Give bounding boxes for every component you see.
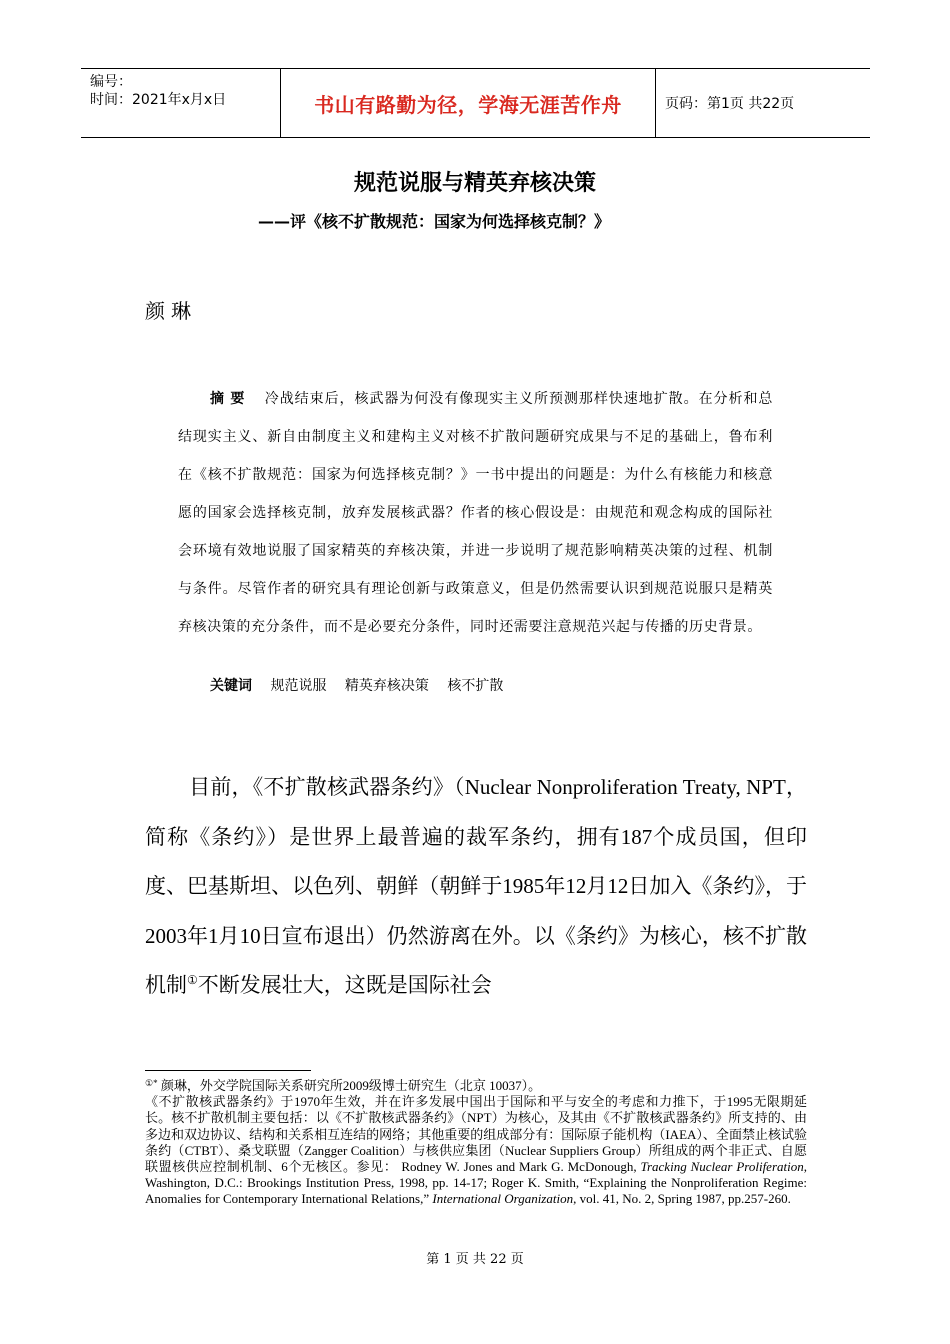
keywords bbox=[210, 675, 517, 695]
footnote-2-text-end: , vol. 41, No. 2, Spring 1987, pp.257-260. bbox=[573, 1191, 791, 1207]
keywords-label: 关键词 bbox=[210, 678, 252, 694]
page-footer: 第 1 页 共 22 页 bbox=[426, 1252, 524, 1267]
document-subtitle: ——评《核不扩散规范：国家为何选择核克制？》 bbox=[258, 212, 611, 231]
body-text-part2: 不断发展壮大，这既是国际社会 bbox=[197, 973, 492, 997]
header-motto: 书山有路勤为径，学海无涯苦作舟 bbox=[281, 69, 656, 137]
footnote-reference[interactable]: ① bbox=[187, 973, 198, 987]
footnote-2-book-title: Tracking Nuclear Proliferation bbox=[640, 1159, 804, 1175]
abstract bbox=[178, 380, 773, 646]
header-number-label: 编号： bbox=[90, 74, 132, 90]
footnote-1-text: 颜琳，外交学院国际关系研究所2009级博士研究生（北京 10037）。 bbox=[157, 1078, 542, 1093]
keyword-item: 核不扩散 bbox=[447, 678, 504, 694]
header-page-info: 页码：第1页 共22页 bbox=[665, 96, 795, 112]
document-author: 颜琳 bbox=[145, 299, 197, 323]
footnote-2-text: 《不扩散核武器条约》于1970年生效，并在许多发展中国出于国际和平与安全的考虑和力推下，于1995无限期延长。核不扩散机制主要包括：以《不扩散核武器条约》（NPT）为核心，及其由《不扩散核武器条约》所支持的、由多边和双边协议、结构和关系相互连结的网络；其他重要的组成部分有：国际原子能机构（IAEA）、全面禁止核试验条约（CTBT）、桑戈联盟（Zangger Coalition）与核供应集团（Nuclear Suppliers Group）所组成的两个非正式、自愿联盟核供应控制机制、6个无核区。参见： Rodney W. Jones and Mark G. McDonough, bbox=[145, 1094, 807, 1175]
footnote-2-journal-title: International Organization bbox=[432, 1191, 574, 1207]
footnote-1 bbox=[145, 1075, 807, 1094]
body-paragraph bbox=[145, 763, 807, 1011]
footnote-1-mark: ①* bbox=[145, 1078, 158, 1088]
header-date: 时间：2021年x月x日 bbox=[90, 92, 227, 108]
header-meta bbox=[81, 69, 281, 137]
keyword-item: 精英弃核决策 bbox=[344, 678, 429, 694]
abstract-text: 冷战结束后，核武器为何没有像现实主义所预测那样快速地扩散。在分析和总结现实主义、新自由制度主义和建构主义对核不扩散问题研究成果与不足的基础上，鲁布利在《核不扩散规范：国家为何选择核克制？》一书中提出的问题是：为什么有核能力和核意愿的国家会选择核克制，放弃发展核武器？作者的核心假设是：由规范和观念构成的国际社会环境有效地说服了国家精英的弃核决策，并进一步说明了规范影响精英决策的过程、机制与条件。尽管作者的研究具有理论创新与政策意义，但是仍然需要认识到规范说服只是精英弃核决策的充分条件，而不是必要充分条件，同时还需要注意规范兴起与传播的历史背景。 bbox=[178, 391, 774, 635]
footnotes bbox=[145, 1075, 807, 1208]
body-text-part1: 目前，《不扩散核武器条约》（Nuclear Nonproliferation Treaty, NPT，简称《条约》）是世界上最普遍的裁军条约，拥有187个成员国，但印度、巴基斯坦、以色列、朝鲜（朝鲜于1985年12月12日加入《条约》，于2003年1月10日宣布退出）仍然游离在外。以《条约》为核心，核不扩散机制 bbox=[145, 775, 807, 997]
footnote-2-text-cont: , Washington, D.C.: Brookings Institution Press, 1998, pp. 14-17; Roger K. Smith, “Explaining the Nonproliferation Regime: Anomalies for Contemporary International Relations,” bbox=[145, 1159, 807, 1207]
footnote-separator bbox=[145, 1070, 311, 1071]
page-header bbox=[81, 68, 870, 138]
keyword-item: 规范说服 bbox=[270, 678, 327, 694]
abstract-label: 摘要 bbox=[210, 391, 251, 407]
document-title: 规范说服与精英弃核决策 bbox=[353, 171, 596, 196]
footnote-2 bbox=[145, 1094, 807, 1207]
